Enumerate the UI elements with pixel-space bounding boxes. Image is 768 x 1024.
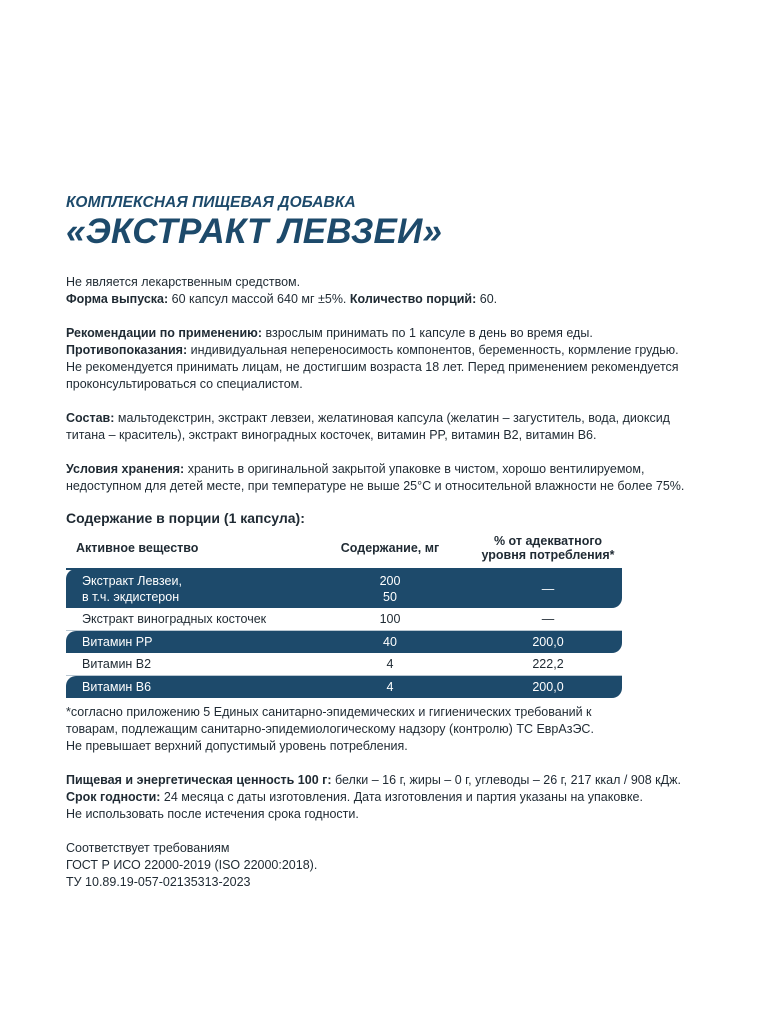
composition-line bbox=[66, 410, 706, 427]
composition-table bbox=[66, 531, 622, 698]
recommendation-label: Рекомендации по применению: bbox=[66, 326, 263, 340]
product-title: «ЭКСТРАКТ ЛЕВЗЕИ» bbox=[66, 212, 443, 251]
table-row bbox=[66, 653, 622, 676]
table-row bbox=[66, 569, 622, 608]
percent-cell: — bbox=[474, 569, 622, 608]
footnote bbox=[66, 704, 706, 755]
contraindications-line bbox=[66, 342, 706, 359]
substance-name-line2: в т.ч. экдистерон bbox=[82, 590, 180, 604]
content-cell bbox=[306, 569, 474, 608]
contraindications-value: индивидуальная непереносимость компонентов, беременность, кормление грудью. bbox=[187, 343, 679, 357]
shelf-life-line-2: Не использовать после истечения срока годности. bbox=[66, 807, 359, 821]
composition-label: Состав: bbox=[66, 411, 115, 425]
nutrition-value: белки – 16 г, жиры – 0 г, углеводы – 26 г, 217 ккал / 908 кДж. bbox=[331, 773, 681, 787]
nutrition-line bbox=[66, 772, 706, 789]
storage-line bbox=[66, 461, 706, 478]
storage-value: хранить в оригинальной закрытой упаковке в чистом, хорошо вентилируемом, bbox=[184, 462, 645, 476]
footnote-line-1: *согласно приложению 5 Единых санитарно-эпидемических и гигиенических требований к bbox=[66, 705, 592, 719]
content-cell: 40 bbox=[306, 631, 474, 654]
form-label: Форма выпуска: bbox=[66, 292, 169, 306]
substance-cell: Витамин B6 bbox=[66, 676, 306, 699]
standards-line-2: ГОСТ Р ИСО 22000-2019 (ISO 22000:2018). bbox=[66, 858, 318, 872]
standards-line-1: Соответствует требованиям bbox=[66, 841, 230, 855]
column-header-percent-line1: % от адекватного bbox=[493, 534, 603, 548]
table-row bbox=[66, 631, 622, 654]
percent-cell: — bbox=[474, 608, 622, 631]
substance-cell: Витамин B2 bbox=[66, 653, 306, 676]
substance-cell bbox=[66, 569, 306, 608]
composition-line-2: титана – краситель), экстракт виноградных косточек, витамин PP, витамин B2, витамин B6. bbox=[66, 428, 597, 442]
not-medicine-note: Не является лекарственным средством. bbox=[66, 275, 301, 289]
content-value-line1: 200 bbox=[379, 574, 401, 588]
composition-value: мальтодекстрин, экстракт левзеи, желатиновая капсула (желатин – загуститель, вода, диоксид bbox=[114, 411, 670, 425]
substance-name-line1: Экстракт Левзеи, bbox=[82, 574, 182, 588]
content-value-line2: 50 bbox=[383, 590, 397, 604]
storage-label: Условия хранения: bbox=[66, 462, 185, 476]
substance-cell: Экстракт виноградных косточек bbox=[66, 608, 306, 631]
column-header-percent bbox=[474, 531, 622, 569]
nutrition-label: Пищевая и энергетическая ценность 100 г: bbox=[66, 773, 332, 787]
percent-cell: 222,2 bbox=[474, 653, 622, 676]
contraindications-line-2: Не рекомендуется принимать лицам, не достигшим возраста 18 лет. Перед применением рекомендуется bbox=[66, 360, 679, 374]
shelf-life-label: Срок годности: bbox=[66, 790, 161, 804]
substance-cell: Витамин PP bbox=[66, 631, 306, 654]
shelf-life-line bbox=[66, 789, 706, 806]
column-header-substance: Активное вещество bbox=[66, 531, 306, 569]
percent-cell: 200,0 bbox=[474, 631, 622, 654]
recommendation-line bbox=[66, 325, 706, 342]
form-value: 60 капсул массой 640 мг ±5%. bbox=[168, 292, 350, 306]
product-subtitle: КОМПЛЕКСНАЯ ПИЩЕВАЯ ДОБАВКА bbox=[66, 194, 356, 211]
standards-line-3: ТУ 10.89.19-057-02135313-2023 bbox=[66, 875, 251, 889]
table-row bbox=[66, 608, 622, 631]
storage-line-2: недоступном для детей месте, при температуре не выше 25°С и относительной влажности не более 75%. bbox=[66, 479, 685, 493]
footnote-line-2: товарам, подлежащим санитарно-эпидемиологическому надзору (контролю) ТС ЕврАзЭС. bbox=[66, 722, 594, 736]
column-header-percent-line2: уровня потребления* bbox=[481, 548, 615, 562]
form-line bbox=[66, 291, 706, 308]
table-title: Содержание в порции (1 капсула): bbox=[66, 510, 305, 526]
contraindications-label: Противопоказания: bbox=[66, 343, 188, 357]
contraindications-line-3: проконсультироваться со специалистом. bbox=[66, 377, 303, 391]
content-cell: 4 bbox=[306, 676, 474, 699]
percent-cell: 200,0 bbox=[474, 676, 622, 699]
footnote-line-3: Не превышает верхний допустимый уровень потребления. bbox=[66, 739, 408, 753]
table-header-row bbox=[66, 531, 622, 569]
table-row bbox=[66, 676, 622, 699]
content-cell: 4 bbox=[306, 653, 474, 676]
portions-value: 60. bbox=[476, 292, 498, 306]
portions-label: Количество порций: bbox=[349, 292, 477, 306]
column-header-content: Содержание, мг bbox=[306, 531, 474, 569]
shelf-life-value: 24 месяца с даты изготовления. Дата изготовления и партия указаны на упаковке. bbox=[160, 790, 643, 804]
content-cell: 100 bbox=[306, 608, 474, 631]
product-label bbox=[66, 194, 706, 891]
recommendation-value: взрослым принимать по 1 капсуле в день во время еды. bbox=[262, 326, 593, 340]
